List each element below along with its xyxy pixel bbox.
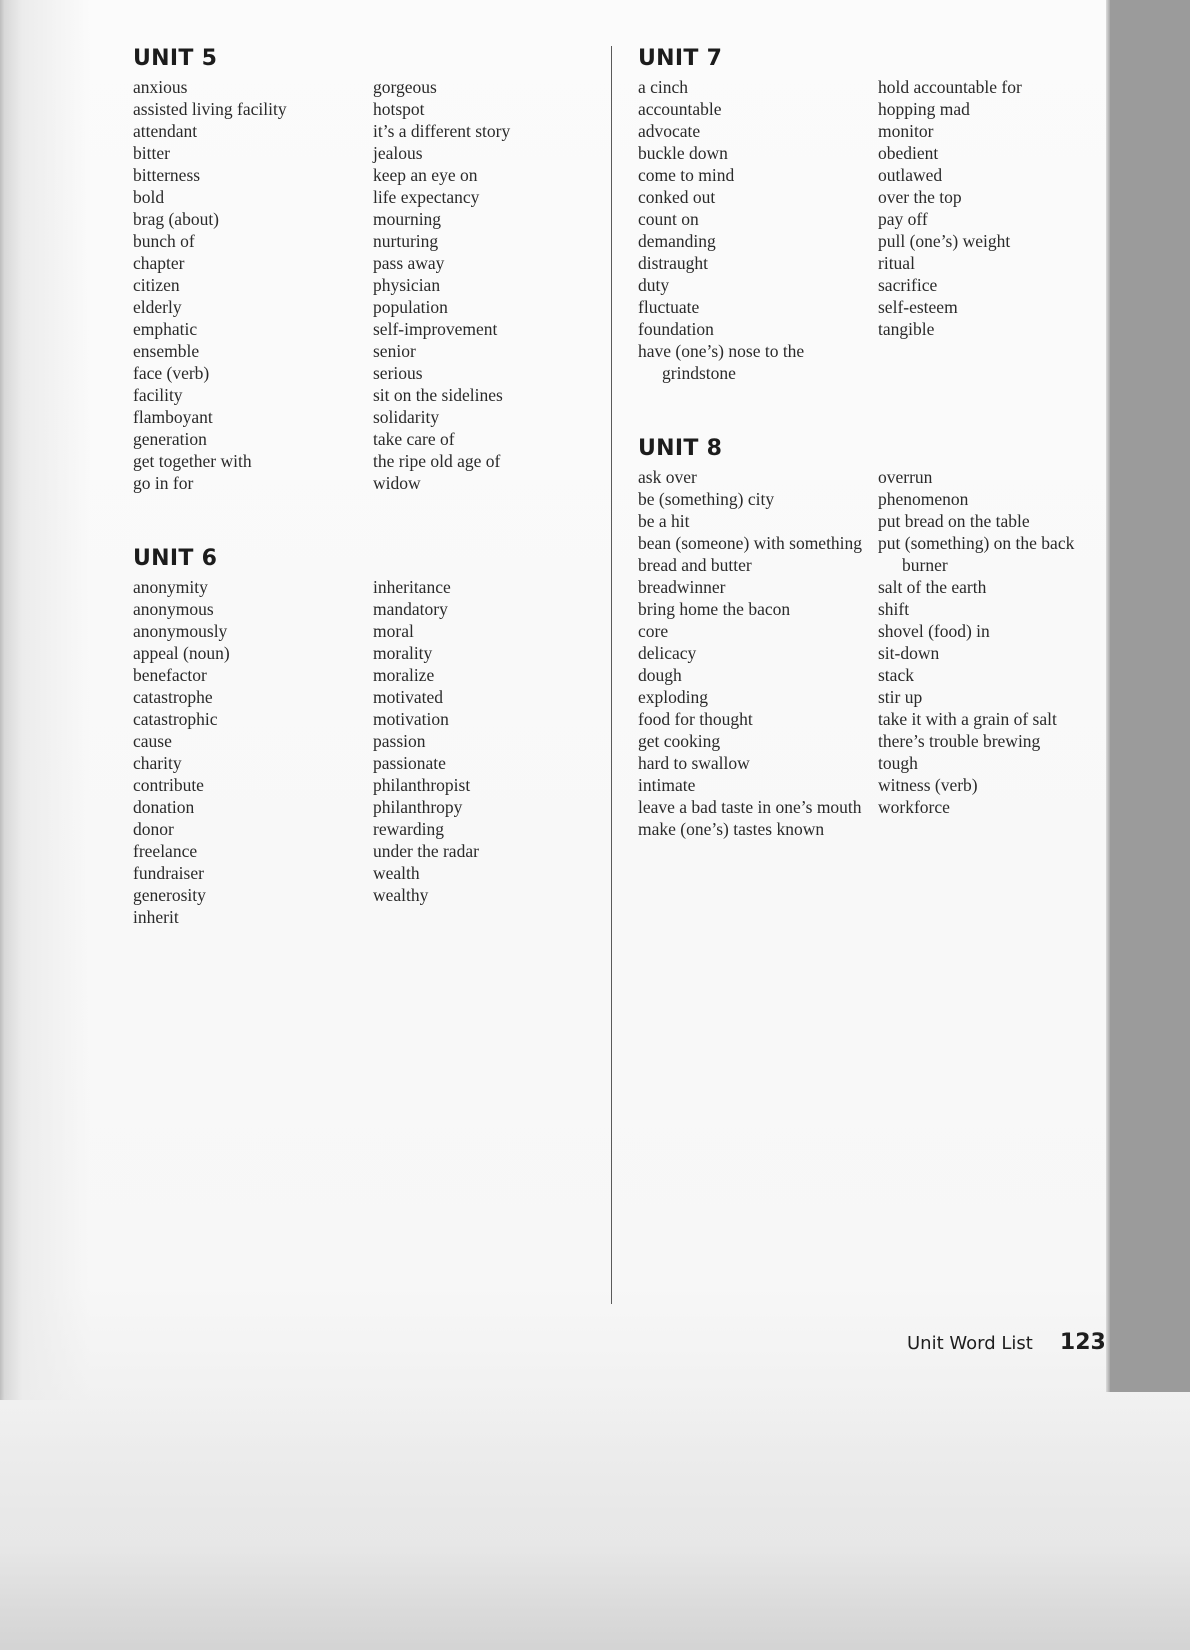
word-list-item: dough (638, 665, 682, 685)
unit-8-word-list-left (638, 466, 873, 840)
word-list-item: get together with (133, 451, 252, 471)
word-list-item: charity (133, 753, 182, 773)
word-list-item: tough (878, 753, 918, 773)
word-list-item: benefactor (133, 665, 207, 685)
word-list-item: ask over (638, 467, 697, 487)
word-list-item: face (verb) (133, 363, 210, 383)
word-list-item: sacrifice (878, 275, 938, 295)
unit-5-word-list-left (133, 76, 368, 494)
word-list-item: exploding (638, 687, 708, 707)
word-list-item: hold accountable for (878, 77, 1022, 97)
unit-7-title: UNIT 7 (638, 46, 723, 71)
word-list-item: brag (about) (133, 209, 220, 229)
word-list-item: anonymity (133, 577, 208, 597)
word-list-item: over the top (878, 187, 962, 207)
word-list-item: sit-down (878, 643, 940, 663)
word-list-item: put bread on the table (878, 511, 1030, 531)
word-list-item: conked out (638, 187, 716, 207)
word-list-item: overrun (878, 467, 933, 487)
word-list-item: have (one’s) nose to the grindstone (638, 341, 805, 383)
word-list-item: population (373, 297, 448, 317)
word-list-item: hard to swallow (638, 753, 750, 773)
page-footer (907, 1330, 1106, 1355)
word-list-item: flamboyant (133, 407, 213, 427)
word-list-item: philanthropy (373, 797, 463, 817)
word-list-item: mourning (373, 209, 442, 229)
unit-7-word-list-right (878, 76, 1113, 340)
word-list-item: bitter (133, 143, 170, 163)
word-list-item: moralize (373, 665, 435, 685)
word-list-item: widow (373, 473, 421, 493)
word-list-item: wealthy (373, 885, 429, 905)
word-list-item: monitor (878, 121, 934, 141)
word-list-item: assisted living facility (133, 99, 287, 119)
word-list-item: fundraiser (133, 863, 204, 883)
word-list-item: sit on the sidelines (373, 385, 503, 405)
word-list-item: under the radar (373, 841, 479, 861)
word-list-item: intimate (638, 775, 696, 795)
word-list-item: come to mind (638, 165, 735, 185)
word-list-item: delicacy (638, 643, 697, 663)
word-list-item: a cinch (638, 77, 689, 97)
unit-7-word-list-left (638, 76, 873, 384)
word-list-item: salt of the earth (878, 577, 987, 597)
footer-label: Unit Word List (907, 1333, 1033, 1354)
word-list-item: gorgeous (373, 77, 437, 97)
word-list-item: jealous (373, 143, 423, 163)
word-list-item: motivated (373, 687, 443, 707)
word-list-item: core (638, 621, 669, 641)
word-list-item: cause (133, 731, 172, 751)
word-list-item: philanthropist (373, 775, 471, 795)
word-list-item: bean (someone) with something (638, 533, 863, 553)
word-list-item: anxious (133, 77, 188, 97)
word-list-item: donor (133, 819, 174, 839)
word-list-item: distraught (638, 253, 708, 273)
unit-8-title: UNIT 8 (638, 436, 723, 461)
word-list-item: go in for (133, 473, 194, 493)
word-list-item: bitterness (133, 165, 201, 185)
word-list-item: hotspot (373, 99, 425, 119)
word-list-item: there’s trouble brewing (878, 731, 1041, 751)
word-list-item: appeal (noun) (133, 643, 230, 663)
word-list-item: bunch of (133, 231, 195, 251)
word-list-item: attendant (133, 121, 198, 141)
word-list-item: the ripe old age of (373, 451, 501, 471)
word-list-item: witness (verb) (878, 775, 978, 795)
word-list-item: take it with a grain of salt (878, 709, 1057, 729)
word-list-item: fluctuate (638, 297, 700, 317)
word-list-item: emphatic (133, 319, 198, 339)
word-list-item: tangible (878, 319, 935, 339)
column-divider (611, 46, 612, 1304)
unit-8-word-list-right (878, 466, 1113, 818)
word-list-item: it’s a different story (373, 121, 511, 141)
word-list-item: bold (133, 187, 165, 207)
word-list-item: shovel (food) in (878, 621, 990, 641)
word-list-item: moral (373, 621, 414, 641)
word-list-item: buckle down (638, 143, 728, 163)
word-list-item: count on (638, 209, 699, 229)
word-list-item: catastrophic (133, 709, 218, 729)
word-list-item: inherit (133, 907, 179, 927)
page-edge-bar (1110, 0, 1190, 1392)
word-list-item: food for thought (638, 709, 753, 729)
word-list-item: shift (878, 599, 910, 619)
word-list-item: accountable (638, 99, 722, 119)
word-list-item: freelance (133, 841, 198, 861)
word-list-item: advocate (638, 121, 701, 141)
word-list-item: stack (878, 665, 914, 685)
word-list-item: donation (133, 797, 195, 817)
word-list-item: chapter (133, 253, 185, 273)
word-list-item: obedient (878, 143, 939, 163)
word-list-item: breadwinner (638, 577, 726, 597)
word-list-item: passion (373, 731, 426, 751)
word-list-item: anonymously (133, 621, 228, 641)
word-list-item: ensemble (133, 341, 200, 361)
unit-6-word-list-left (133, 576, 368, 928)
word-list-item: be a hit (638, 511, 690, 531)
page-gutter-shadow (0, 0, 90, 1400)
word-list-item: serious (373, 363, 423, 383)
word-list-item: pay off (878, 209, 928, 229)
word-list-item: bread and butter (638, 555, 752, 575)
word-list-item: duty (638, 275, 670, 295)
word-list-item: contribute (133, 775, 204, 795)
word-list-item: generation (133, 429, 207, 449)
word-list-item: get cooking (638, 731, 721, 751)
word-list-item: self-esteem (878, 297, 958, 317)
word-list-item: keep an eye on (373, 165, 478, 185)
word-list-item: pass away (373, 253, 445, 273)
word-list-item: motivation (373, 709, 449, 729)
word-list-item: demanding (638, 231, 716, 251)
word-list-item: self-improvement (373, 319, 498, 339)
word-list-item: catastrophe (133, 687, 213, 707)
word-list-item: facility (133, 385, 183, 405)
word-list-item: generosity (133, 885, 206, 905)
word-list-item: take care of (373, 429, 455, 449)
word-list-item: solidarity (373, 407, 440, 427)
word-list-item: inheritance (373, 577, 451, 597)
word-list-item: citizen (133, 275, 180, 295)
word-list-item: be (something) city (638, 489, 775, 509)
word-list-item: phenomenon (878, 489, 969, 509)
word-list-item: nurturing (373, 231, 439, 251)
word-list-item: make (one’s) tastes known (638, 819, 825, 839)
word-list-item: anonymous (133, 599, 214, 619)
word-list-item: stir up (878, 687, 923, 707)
word-list-item: foundation (638, 319, 714, 339)
word-list-item: pull (one’s) weight (878, 231, 1011, 251)
word-list-item: senior (373, 341, 416, 361)
word-list-item: morality (373, 643, 433, 663)
unit-5-title: UNIT 5 (133, 46, 218, 71)
unit-6-title: UNIT 6 (133, 546, 218, 571)
word-list-item: bring home the bacon (638, 599, 791, 619)
word-list-item: hopping mad (878, 99, 970, 119)
word-list-item: wealth (373, 863, 420, 883)
word-list-item: passionate (373, 753, 446, 773)
word-list-item: physician (373, 275, 441, 295)
word-list-item: outlawed (878, 165, 943, 185)
word-list-item: life expectancy (373, 187, 480, 207)
page-number: 123 (1059, 1330, 1106, 1355)
word-list-item: ritual (878, 253, 915, 273)
word-list-item: put (something) on the back burner (878, 533, 1075, 575)
unit-5-word-list-right (373, 76, 608, 494)
word-list-item: mandatory (373, 599, 448, 619)
word-list-item: elderly (133, 297, 182, 317)
word-list-item: rewarding (373, 819, 444, 839)
unit-6-word-list-right (373, 576, 608, 906)
page-bottom-shade (0, 1390, 1190, 1650)
word-list-item: leave a bad taste in one’s mouth (638, 797, 862, 817)
word-list-item: workforce (878, 797, 950, 817)
